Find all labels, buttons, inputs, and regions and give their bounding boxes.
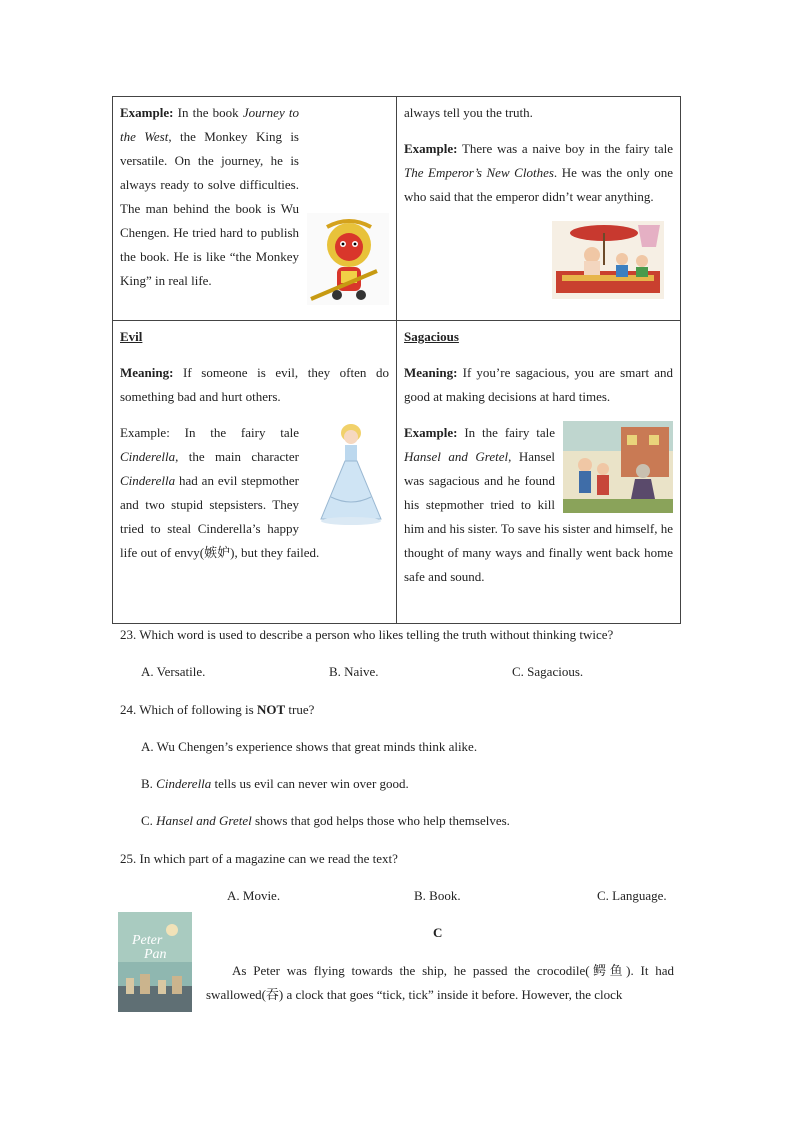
q25-option-b[interactable]: B. Book. [414, 888, 461, 903]
example-label: Example: [120, 425, 170, 440]
q24-option-a[interactable]: A. Wu Chengen’s experience shows that great minds think alike. [141, 739, 478, 754]
cell-sagacious [397, 321, 681, 624]
option-text: shows that god helps those who help themselves. [251, 813, 510, 828]
q24-option-b[interactable] [141, 776, 409, 792]
hansel-gretel-illustration [563, 421, 673, 513]
cell-naive-example [397, 97, 681, 321]
cover-title-line1: Peter [132, 933, 163, 948]
example-label: Example: [120, 105, 174, 120]
example-text: , Hansel was sagacious and he found his stepmother tried to kill him and his sister. To save his sister and himself, he thought of many ways and finally went back home safe and sound. [404, 449, 673, 584]
meaning-label: Meaning: [120, 365, 174, 380]
cell-evil [113, 321, 397, 624]
book-title: The Emperor’s New Clothes [404, 165, 554, 180]
word-title-evil: Evil [120, 329, 143, 344]
book-title: Hansel and Gretel [404, 449, 509, 464]
question-24 [120, 702, 314, 718]
q23-option-c[interactable]: C. Sagacious. [512, 664, 584, 679]
character-name: Cinderella [120, 473, 176, 488]
meaning-text: If someone is evil, they often do something bad and hurt others. [120, 365, 389, 404]
option-text: tells us evil can never win over good. [211, 776, 409, 791]
monkey-king-illustration [307, 213, 389, 305]
example-text: In the fairy tale [169, 425, 299, 440]
example-text: , the Monkey King is versatile. On the journey, he is always ready to solve difficulties. The man behind the book is Wu Chengen. He tried hard to publish the book. He is like “the Monkey King” in real life. [120, 129, 299, 288]
example-text: There was a naive boy in the fairy tale [457, 141, 673, 156]
question-25: 25. In which part of a magazine can we read the text? [120, 851, 398, 866]
example-label: Example: [404, 141, 458, 156]
q25-option-a[interactable]: A. Movie. [227, 888, 281, 903]
option-letter: B. [141, 776, 157, 791]
question-text: true? [285, 702, 315, 717]
question-emphasis: NOT [256, 702, 286, 717]
book-title: Cinderella [120, 449, 176, 464]
option-letter: C. [141, 813, 157, 828]
book-title: Hansel and Gretel [156, 813, 252, 828]
cinderella-illustration [307, 417, 389, 529]
q24-option-c[interactable] [141, 813, 510, 829]
question-23: 23. Which word is used to describe a person who likes telling the truth without thinking twice? [120, 627, 614, 642]
q23-option-a[interactable]: A. Versatile. [141, 664, 206, 679]
word-title-sagacious: Sagacious [404, 329, 459, 344]
section-c-paragraph: As Peter was flying towards the ship, he passed the crocodile(鳄鱼). It had swallowed(吞) a clock that goes “tick, tick” inside it before. However, the clock [206, 963, 674, 1002]
book-title: Journey to the West [120, 105, 299, 144]
example-text: , the main character [175, 449, 299, 464]
meaning-continuation: always tell you the truth. [404, 105, 533, 120]
section-heading: C [433, 925, 443, 940]
peter-pan-cover-image [118, 912, 192, 1012]
example-text: . He was the only one who said that the emperor didn’t wear anything. [404, 165, 674, 204]
example-text: In the fairy tale [457, 425, 555, 440]
meaning-text: If you’re sagacious, you are smart and good at making decisions at hard times. [404, 365, 673, 404]
vocabulary-table [112, 96, 681, 624]
emperor-parade-illustration [552, 221, 664, 299]
q23-option-b[interactable]: B. Naive. [329, 664, 379, 679]
cover-title-line2: Pan [144, 947, 167, 962]
example-text: had an evil stepmother and two stupid stepsisters. They tried to steal Cinderella’s happy life out of envy(嫉妒), but they failed. [120, 473, 320, 560]
example-label: Example: [404, 425, 458, 440]
example-text: In the book [173, 105, 243, 120]
question-text: 24. Which of following is [120, 702, 257, 717]
book-title: Cinderella [156, 776, 212, 791]
meaning-label: Meaning: [404, 365, 458, 380]
q25-option-c[interactable]: C. Language. [597, 888, 667, 903]
cell-versatile-example [113, 97, 397, 321]
